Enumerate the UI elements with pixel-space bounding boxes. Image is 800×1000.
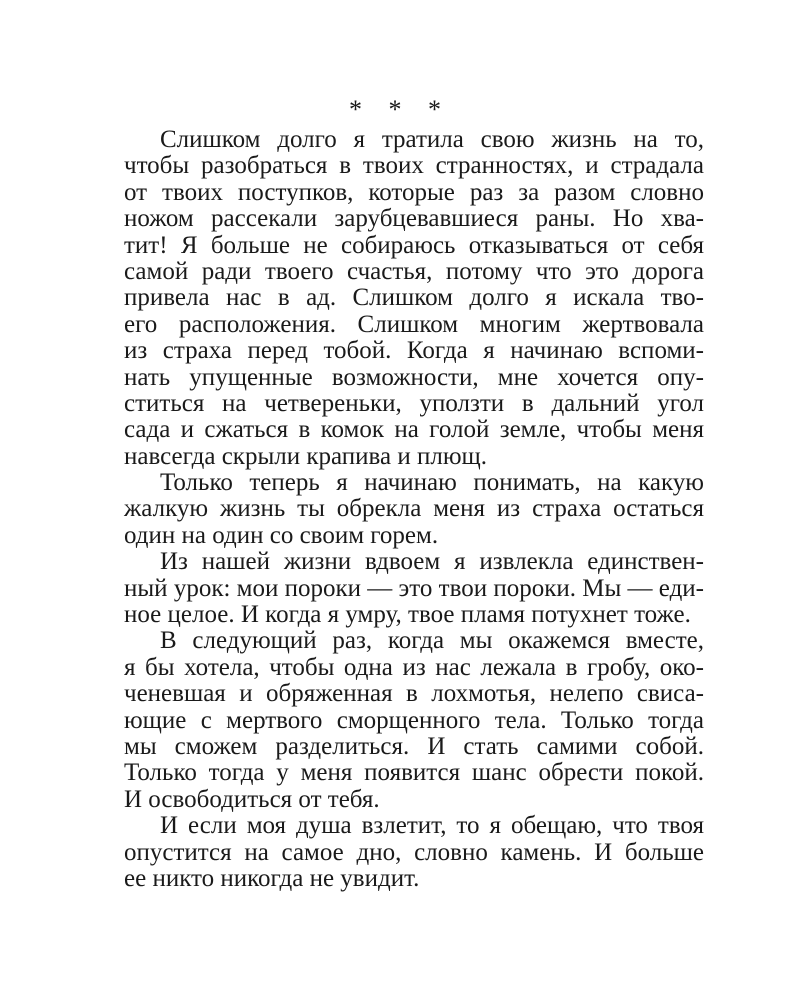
text-line: ножом рассекали зарубцевавшиеся раны. Но хва- bbox=[124, 205, 704, 233]
text-line: от твоих поступков, которые раз за разом словно bbox=[124, 178, 704, 206]
paragraph bbox=[124, 549, 704, 628]
text-line: ее никто никогда не увидит. bbox=[124, 864, 420, 892]
text-line: из страха перед тобой. Когда я начинаю вспоми- bbox=[124, 337, 704, 365]
text-line: опустится на самое дно, словно камень. И больше bbox=[124, 838, 704, 866]
text-line: ный урок: мои пороки — это твои пороки. Мы — еди- bbox=[124, 574, 704, 602]
text-line: ченевшая и обряженная в лохмотья, нелепо свиса- bbox=[124, 680, 704, 708]
text-line: его расположения. Слишком многим жертвовала bbox=[124, 310, 704, 338]
text-line: я бы хотела, чтобы одна из нас лежала в гробу, око- bbox=[124, 653, 704, 681]
text-line: ющие с мертвого сморщенного тела. Только тогда bbox=[124, 706, 704, 734]
paragraph bbox=[124, 127, 704, 470]
text-line: В следующий раз, когда мы окажемся вместе, bbox=[160, 627, 704, 655]
text-line: ное целое. И когда я умру, твое пламя потухнет тоже. bbox=[124, 601, 691, 629]
text-line: И освободиться от тебя. bbox=[124, 785, 380, 813]
text-line: самой ради твоего счастья, потому что это дорога bbox=[124, 257, 704, 285]
text-line: Из нашей жизни вдвоем я извлекла единствен- bbox=[160, 548, 704, 576]
text-line: чтобы разобраться в твоих странностях, и страдала bbox=[124, 152, 704, 180]
paragraph bbox=[124, 628, 704, 813]
text-line: мы сможем разделиться. И стать самими собой. bbox=[124, 732, 704, 760]
text-line: жалкую жизнь ты обрекла меня из страха остаться bbox=[124, 495, 704, 523]
text-line: навсегда скрыли крапива и плющ. bbox=[124, 442, 488, 470]
text-line: Слишком долго я тратила свою жизнь на то, bbox=[160, 126, 704, 153]
paragraph bbox=[124, 813, 704, 892]
text-line: ститься на четвереньки, уползти в дальний угол bbox=[124, 389, 704, 417]
text-line: Только тогда у меня появится шанс обрести покой. bbox=[124, 759, 704, 787]
text-line: Только теперь я начинаю понимать, на какую bbox=[160, 469, 704, 497]
text-line: нать упущенные возможности, мне хочется опу- bbox=[124, 363, 704, 391]
text-line: тит! Я больше не собираюсь отказываться от себя bbox=[124, 231, 704, 259]
section-separator: * * * bbox=[349, 95, 451, 124]
text-line: один на один со своим горем. bbox=[124, 521, 439, 549]
text-line: И если моя душа взлетит, то я обещаю, что твоя bbox=[160, 812, 704, 840]
paragraph bbox=[124, 470, 704, 549]
text-line: сада и сжаться в комок на голой земле, чтобы меня bbox=[124, 416, 704, 444]
text-line: привела нас в ад. Слишком долго я искала тво- bbox=[124, 284, 704, 312]
body-text bbox=[124, 127, 704, 892]
